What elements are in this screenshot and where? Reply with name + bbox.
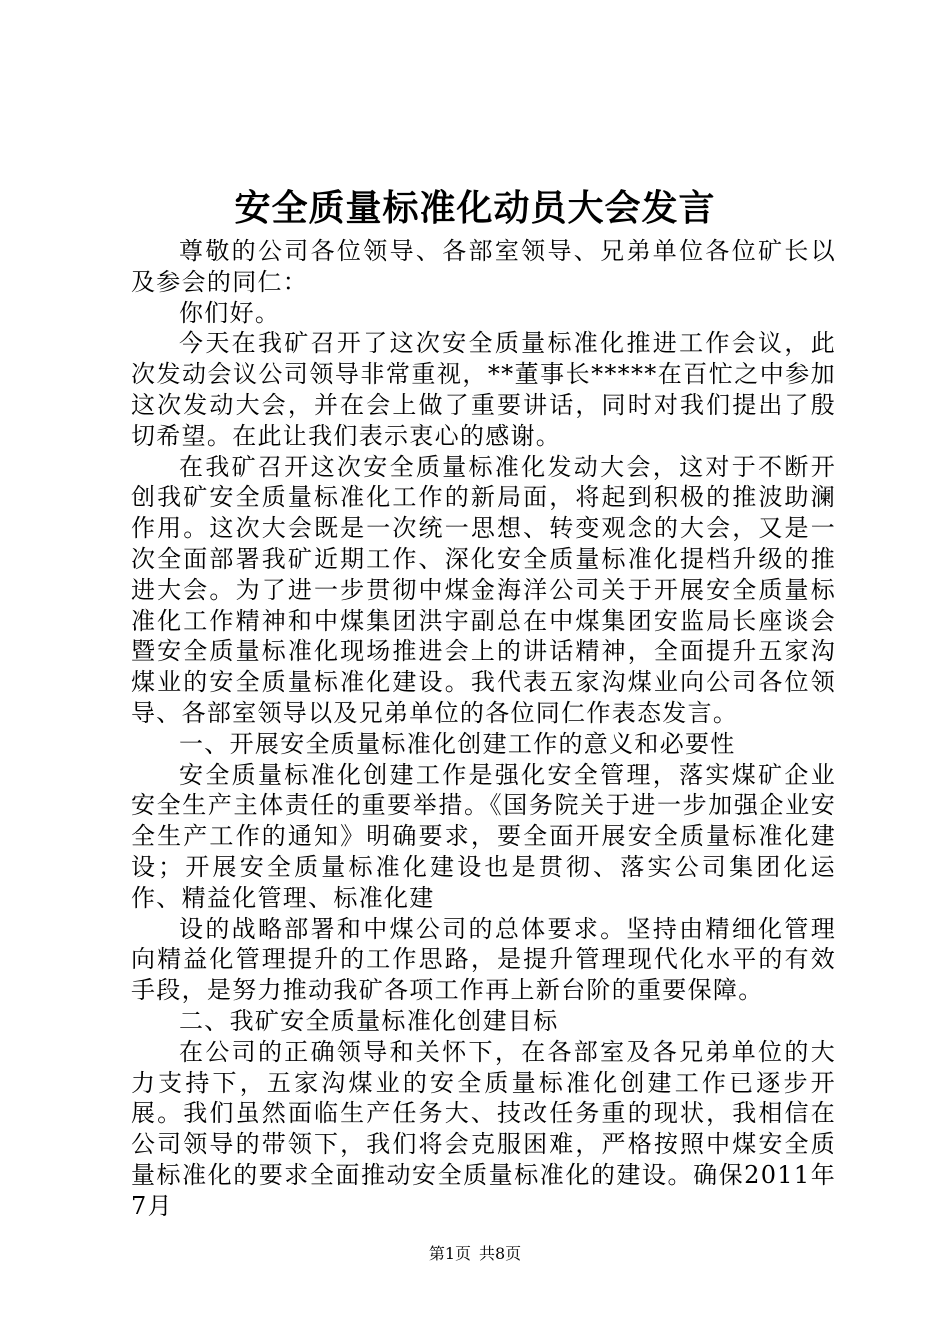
paragraph-salutation: 尊敬的公司各位领导、各部室领导、兄弟单位各位矿长以及参会的同仁： [131, 237, 836, 296]
page-number: 第1页 [428, 1244, 471, 1263]
section-heading-significance: 一、开展安全质量标准化创建工作的意义和必要性 [179, 729, 736, 758]
paragraph-meeting-intro: 今天在我矿召开了这次安全质量标准化推进工作会议，此次发动会议公司领导非常重视，**董事长*****在百忙之中参加这次发动大会，并在会上做了重要讲话，同时对我们提出了殷切希望。在此让我们表示衷心的感谢。 [131, 329, 836, 450]
document-body [131, 236, 836, 1222]
paragraph-significance-continued: 设的战略部署和中煤公司的总体要求。坚持由精细化管理向精益化管理提升的工作思路，是提升管理现代化水平的有效手段，是努力推动我矿各项工作再上新台阶的重要保障。 [131, 914, 836, 1005]
document-title: 安全质量标准化动员大会发言 [234, 187, 716, 229]
paragraph-greeting: 你们好。 [179, 298, 281, 327]
paragraph-meeting-purpose: 在我矿召开这次安全质量标准化发动大会，这对于不断开创我矿安全质量标准化工作的新局面，将起到积极的推波助澜作用。这次大会既是一次统一思想、转变观念的大会，又是一次全面部署我矿近期工作、深化安全质量标准化提档升级的推进大会。为了进一步贯彻中煤金海洋公司关于开展安全质量标准化工作精神和中煤集团洪宇副总在中煤集团安监局长座谈会暨安全质量标准化现场推进会上的讲话精神，全面提升五家沟煤业的安全质量标准化建设。我代表五家沟煤业向公司各位领导、各部室领导以及兄弟单位的各位同仁作表态发言。 [131, 452, 836, 727]
section-heading-goals: 二、我矿安全质量标准化创建目标 [179, 1006, 559, 1035]
paragraph-significance: 安全质量标准化创建工作是强化安全管理，落实煤矿企业安全生产主体责任的重要举措。《国务院关于进一步加强企业安全生产工作的通知》明确要求，要全面开展安全质量标准化建设；开展安全质量标准化建设也是贯彻、落实公司集团化运作、精益化管理、标准化建 [131, 760, 836, 912]
page-total: 共8页 [479, 1244, 522, 1263]
paragraph-goals: 在公司的正确领导和关怀下，在各部室及各兄弟单位的大力支持下，五家沟煤业的安全质量标准化创建工作已逐步开展。我们虽然面临生产任务大、技改任务重的现状，我相信在公司领导的带领下，我们将会克服困难，严格按照中煤安全质量标准化的要求全面推动安全质量标准化的建设。确保2011年7月 [131, 1037, 836, 1220]
page-footer [0, 1244, 950, 1264]
